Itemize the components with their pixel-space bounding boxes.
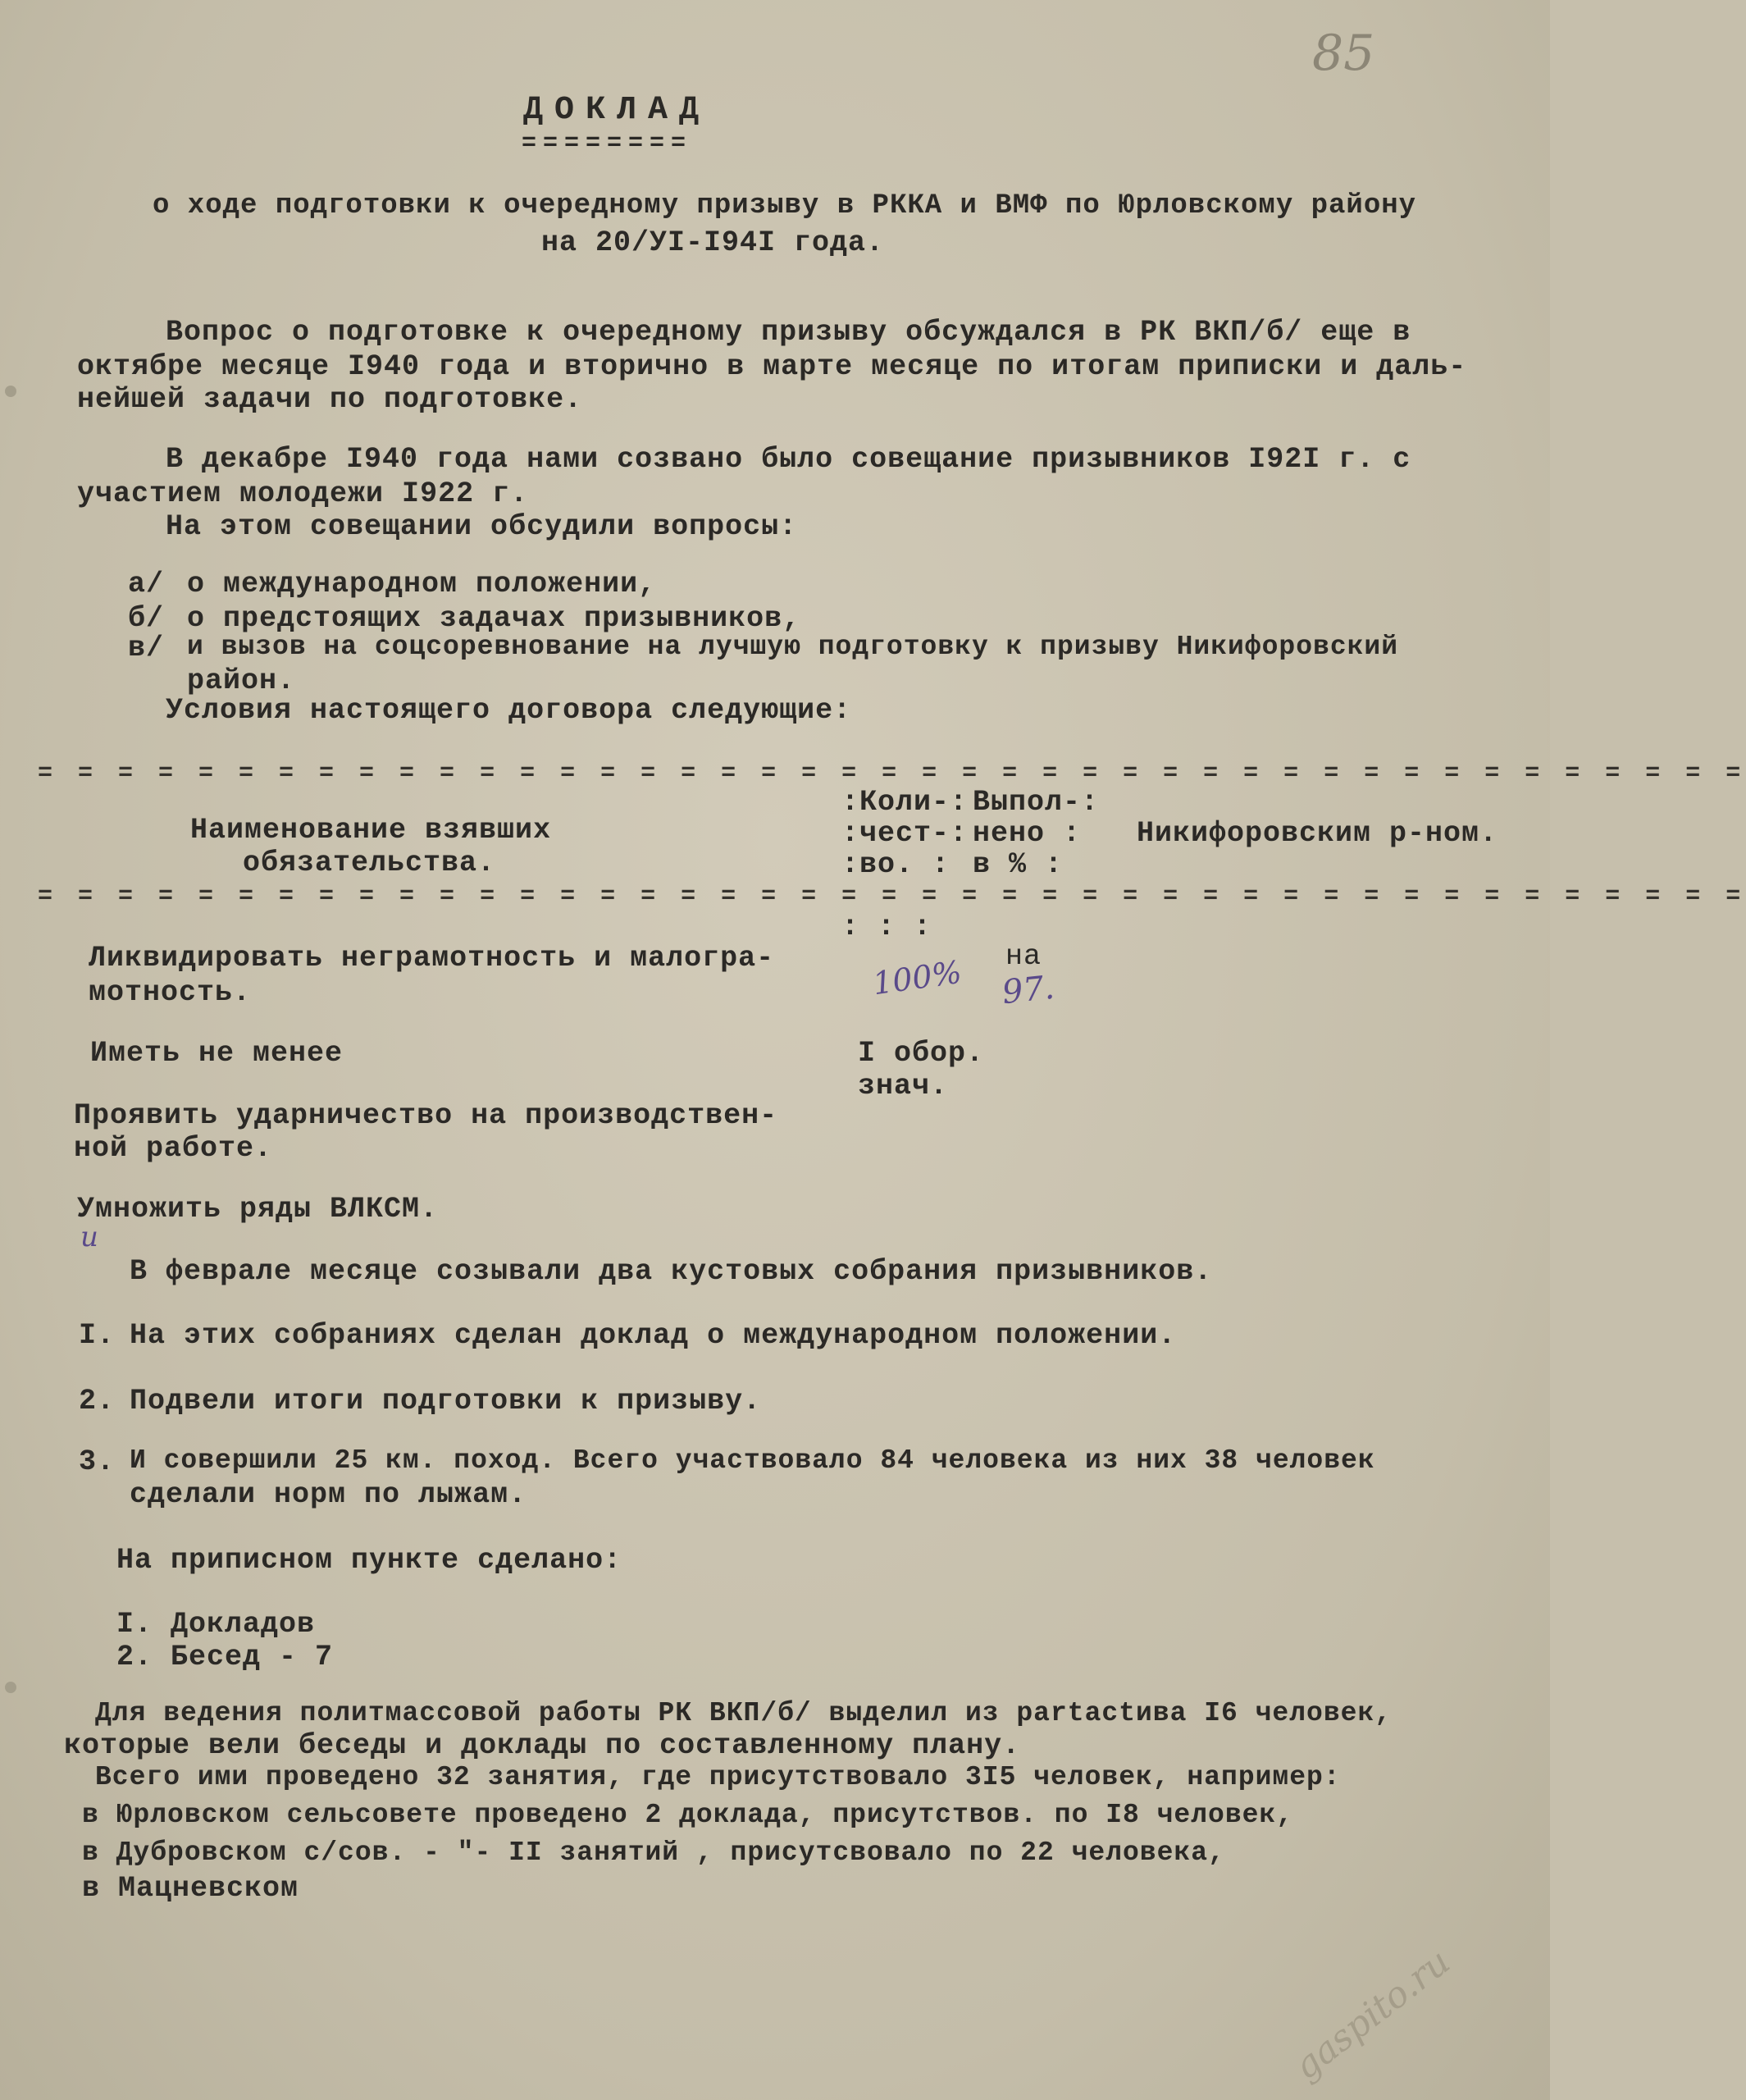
table-separator-row: : : : <box>841 911 932 943</box>
row2-qty-2: знач. <box>858 1070 949 1102</box>
header-done-2: нено : <box>973 817 1082 850</box>
list-marker-b: б/ <box>128 602 165 635</box>
list-marker-c: в/ <box>128 632 165 664</box>
final-line-6: в Мацневском <box>82 1872 299 1905</box>
list-item-a: о международном положении, <box>187 568 657 600</box>
row3-name-1: Проявить ударничество на производствен- <box>74 1099 778 1132</box>
para2-line-1: В декабре I940 года нами созвано было совещание призывников I92I г. с <box>166 443 1411 476</box>
subtitle-line-1: о ходе подготовки к очередному призыву в РККА и ВМФ по Юрловскому району <box>153 190 1417 221</box>
header-name-1: Наименование взявших <box>190 814 552 847</box>
para1-line-2: октябре месяце I940 года и вторично в марте месяце по итогам приписки и даль- <box>77 350 1467 383</box>
punch-hole <box>5 1682 16 1693</box>
final-line-3: Всего ими проведено 32 занятия, где присутствовало 3I5 человек, например: <box>95 1762 1341 1792</box>
header-qty-3: :во. : <box>841 848 950 881</box>
numbered-3-text: И совершили 25 км. поход. Всего участвовало 84 человека из них 38 человек <box>130 1445 1375 1476</box>
header-done-3: в % : <box>973 848 1064 881</box>
header-qty-1: :Коли-: <box>841 786 969 819</box>
para3: На этом совещании обсудили вопросы: <box>166 510 798 543</box>
row3-name-2: ной работе. <box>74 1132 273 1165</box>
final-line-1: Для ведения политмассовой работы РК ВКП/б/ выделил из partactива I6 человек, <box>95 1698 1393 1728</box>
table-rule-top: = = = = = = = = = = = = = = = = = = = = = = = = = = = = = = = = = = = = = = = = = = = <box>38 760 1746 788</box>
row1-done-2-handwritten: 97. <box>1000 968 1056 1012</box>
numbered-3-n: 3. <box>79 1445 116 1478</box>
row1-name-2: мотность. <box>89 976 252 1009</box>
punch-hole <box>5 386 16 397</box>
header-qty-2: :чест-: <box>841 817 969 850</box>
header-name-2: обязательства. <box>243 847 496 879</box>
page-number: 85 <box>1312 25 1375 82</box>
final-line-2: которые вели беседы и доклады по составленному плану. <box>64 1729 1021 1762</box>
numbered-1-n: I. <box>79 1319 116 1352</box>
row4-name: Умножить ряды ВЛКСМ. <box>77 1193 439 1226</box>
list-item-c-cont: район. <box>187 664 296 697</box>
conditions-line: Условия настоящего договора следующие: <box>166 694 852 727</box>
pripisnoy-item-2: 2. Бесед - 7 <box>116 1641 334 1673</box>
list-item-c: и вызов на соцсоревнование на лучшую подготовку к призыву Никифоровский <box>187 632 1399 662</box>
numbered-2-n: 2. <box>79 1385 116 1418</box>
para1-line-1: Вопрос о подготовке к очередному призыву обсуждался в РК ВКП/б/ еще в <box>166 316 1411 349</box>
para2-line-2: участием молодежи I922 г. <box>77 477 529 510</box>
subtitle-line-2: на 20/УI-I94I года. <box>541 226 885 259</box>
pripisnoy-heading: На приписном пункте сделано: <box>116 1544 622 1577</box>
pripisnoy-item-1: I. Докладов <box>116 1608 316 1641</box>
numbered-3-cont: сделали норм по лыжам. <box>130 1478 527 1511</box>
row2-qty-1: I обор. <box>858 1037 985 1070</box>
numbered-1-text: На этих собраниях сделан доклад о международном положении. <box>130 1319 1177 1352</box>
numbered-2-text: Подвели итоги подготовки к призыву. <box>130 1385 762 1418</box>
list-item-b: о предстоящих задачах призывников, <box>187 602 801 635</box>
table-rule-mid: = = = = = = = = = = = = = = = = = = = = = = = = = = = = = = = = = = = = = = = = = = = <box>38 883 1746 911</box>
header-partner: Никифоровским р-ном. <box>1137 817 1498 850</box>
watermark: gaspito.ru <box>1286 1940 1458 2089</box>
row4-mark: и <box>80 1221 98 1253</box>
list-marker-a: а/ <box>128 568 165 600</box>
doc-title: ДОКЛАД <box>523 92 711 129</box>
final-line-4: в Юрловском сельсовете проведено 2 доклада, присутствов. по I8 человек, <box>82 1800 1294 1830</box>
row1-qty-handwritten: 100% <box>870 953 964 1002</box>
para-february: В феврале месяце созывали два кустовых собрания призывников. <box>130 1255 1213 1288</box>
final-line-5: в Дубровском с/сов. - "- II занятий , присутсвовало по 22 человека, <box>82 1838 1225 1868</box>
row2-name: Иметь не менее <box>90 1037 344 1070</box>
header-done-1: Выпол-: <box>973 786 1100 819</box>
title-underline: ======== <box>522 130 693 158</box>
row1-name-1: Ликвидировать неграмотность и малогра- <box>89 942 775 975</box>
para1-line-3: нейшей задачи по подготовке. <box>77 383 583 416</box>
row1-done-1: на <box>1005 940 1042 973</box>
